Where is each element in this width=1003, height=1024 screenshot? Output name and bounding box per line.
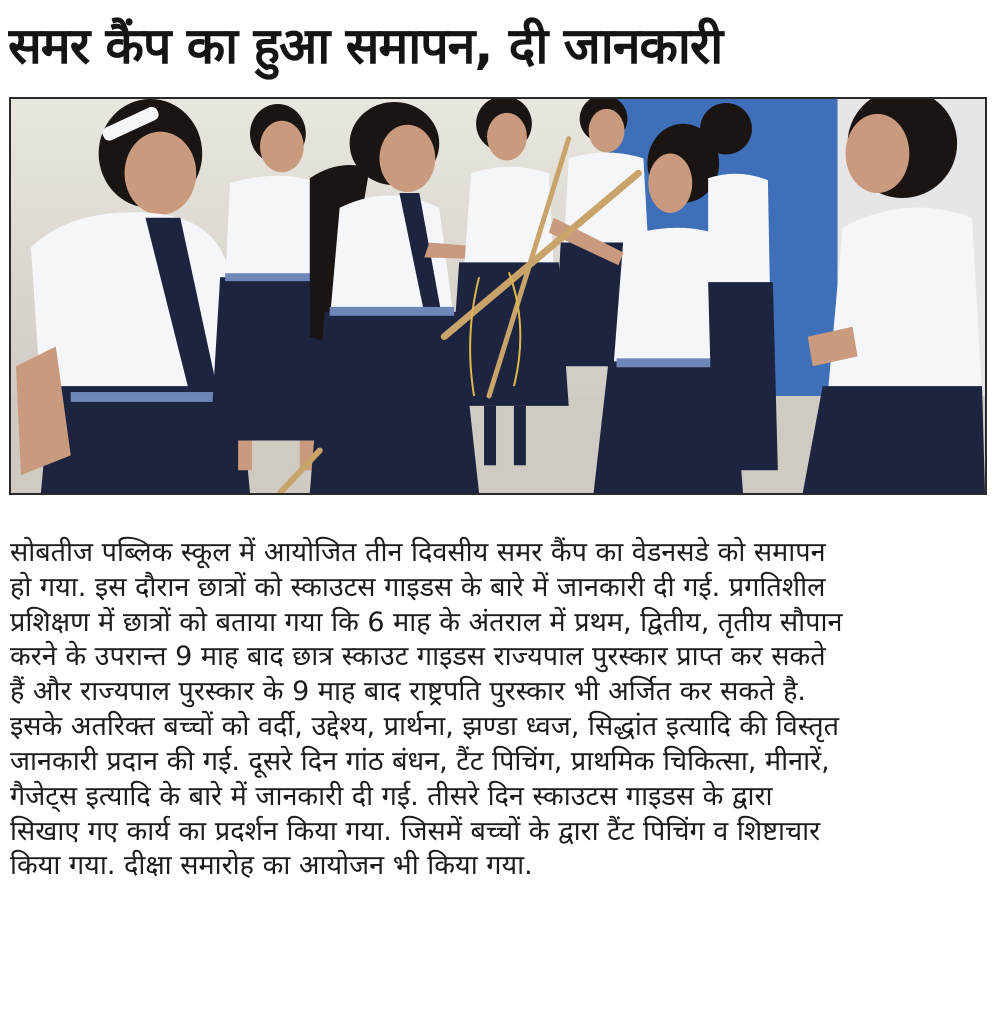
article-line: किया गया. दीक्षा समारोह का आयोजन भी किया गया. <box>10 850 533 882</box>
article-line: हैं और राज्यपाल पुरस्कार के 9 माह बाद राष्ट्रपति पुरस्कार भी अर्जित कर सकते है. <box>10 676 806 708</box>
article-line: गैजेट्स इत्यादि के बारे में जानकारी दी गई. तीसरे दिन स्काउटस गाइडस के द्वारा <box>10 780 773 812</box>
headline: समर कैंप का हुआ समापन, दी जानकारी <box>8 17 723 75</box>
article-line: हो गया. इस दौरान छात्रों को स्काउटस गाइडस के बारे में जानकारी दी गई. प्रगतिशील <box>10 571 826 603</box>
students-scout-activity-photo <box>11 99 985 493</box>
article-line: इसके अतरिक्त बच्चों को वर्दी, उद्देश्य, प्रार्थना, झण्डा ध्वज, सिद्धांत इत्यादि की विस्तृत <box>10 711 840 743</box>
article-body <box>10 536 970 884</box>
article-line: करने के उपरान्त 9 माह बाद छात्र स्काउट गाइडस राज्यपाल पुरस्कार प्राप्त कर सकते <box>10 641 826 673</box>
news-photo <box>9 97 987 495</box>
article-line: जानकारी प्रदान की गई. दूसरे दिन गांठ बंधन, टैंट पिचिंग, प्राथमिक चिकित्सा, मीनारें, <box>10 745 830 777</box>
article-line: सिखाए गए कार्य का प्रदर्शन किया गया. जिसमें बच्चों के द्वारा टैंट पिचिंग व शिष्टाचार <box>10 815 821 847</box>
article-line: सोबतीज पब्लिक स्कूल में आयोजित तीन दिवसीय समर कैंप का वेडनसडे को समापन <box>10 537 826 568</box>
article-line: प्रशिक्षण में छात्रों को बताया गया कि 6 माह के अंतराल में प्रथम, द्वितीय, तृतीय सौपान <box>10 606 843 638</box>
